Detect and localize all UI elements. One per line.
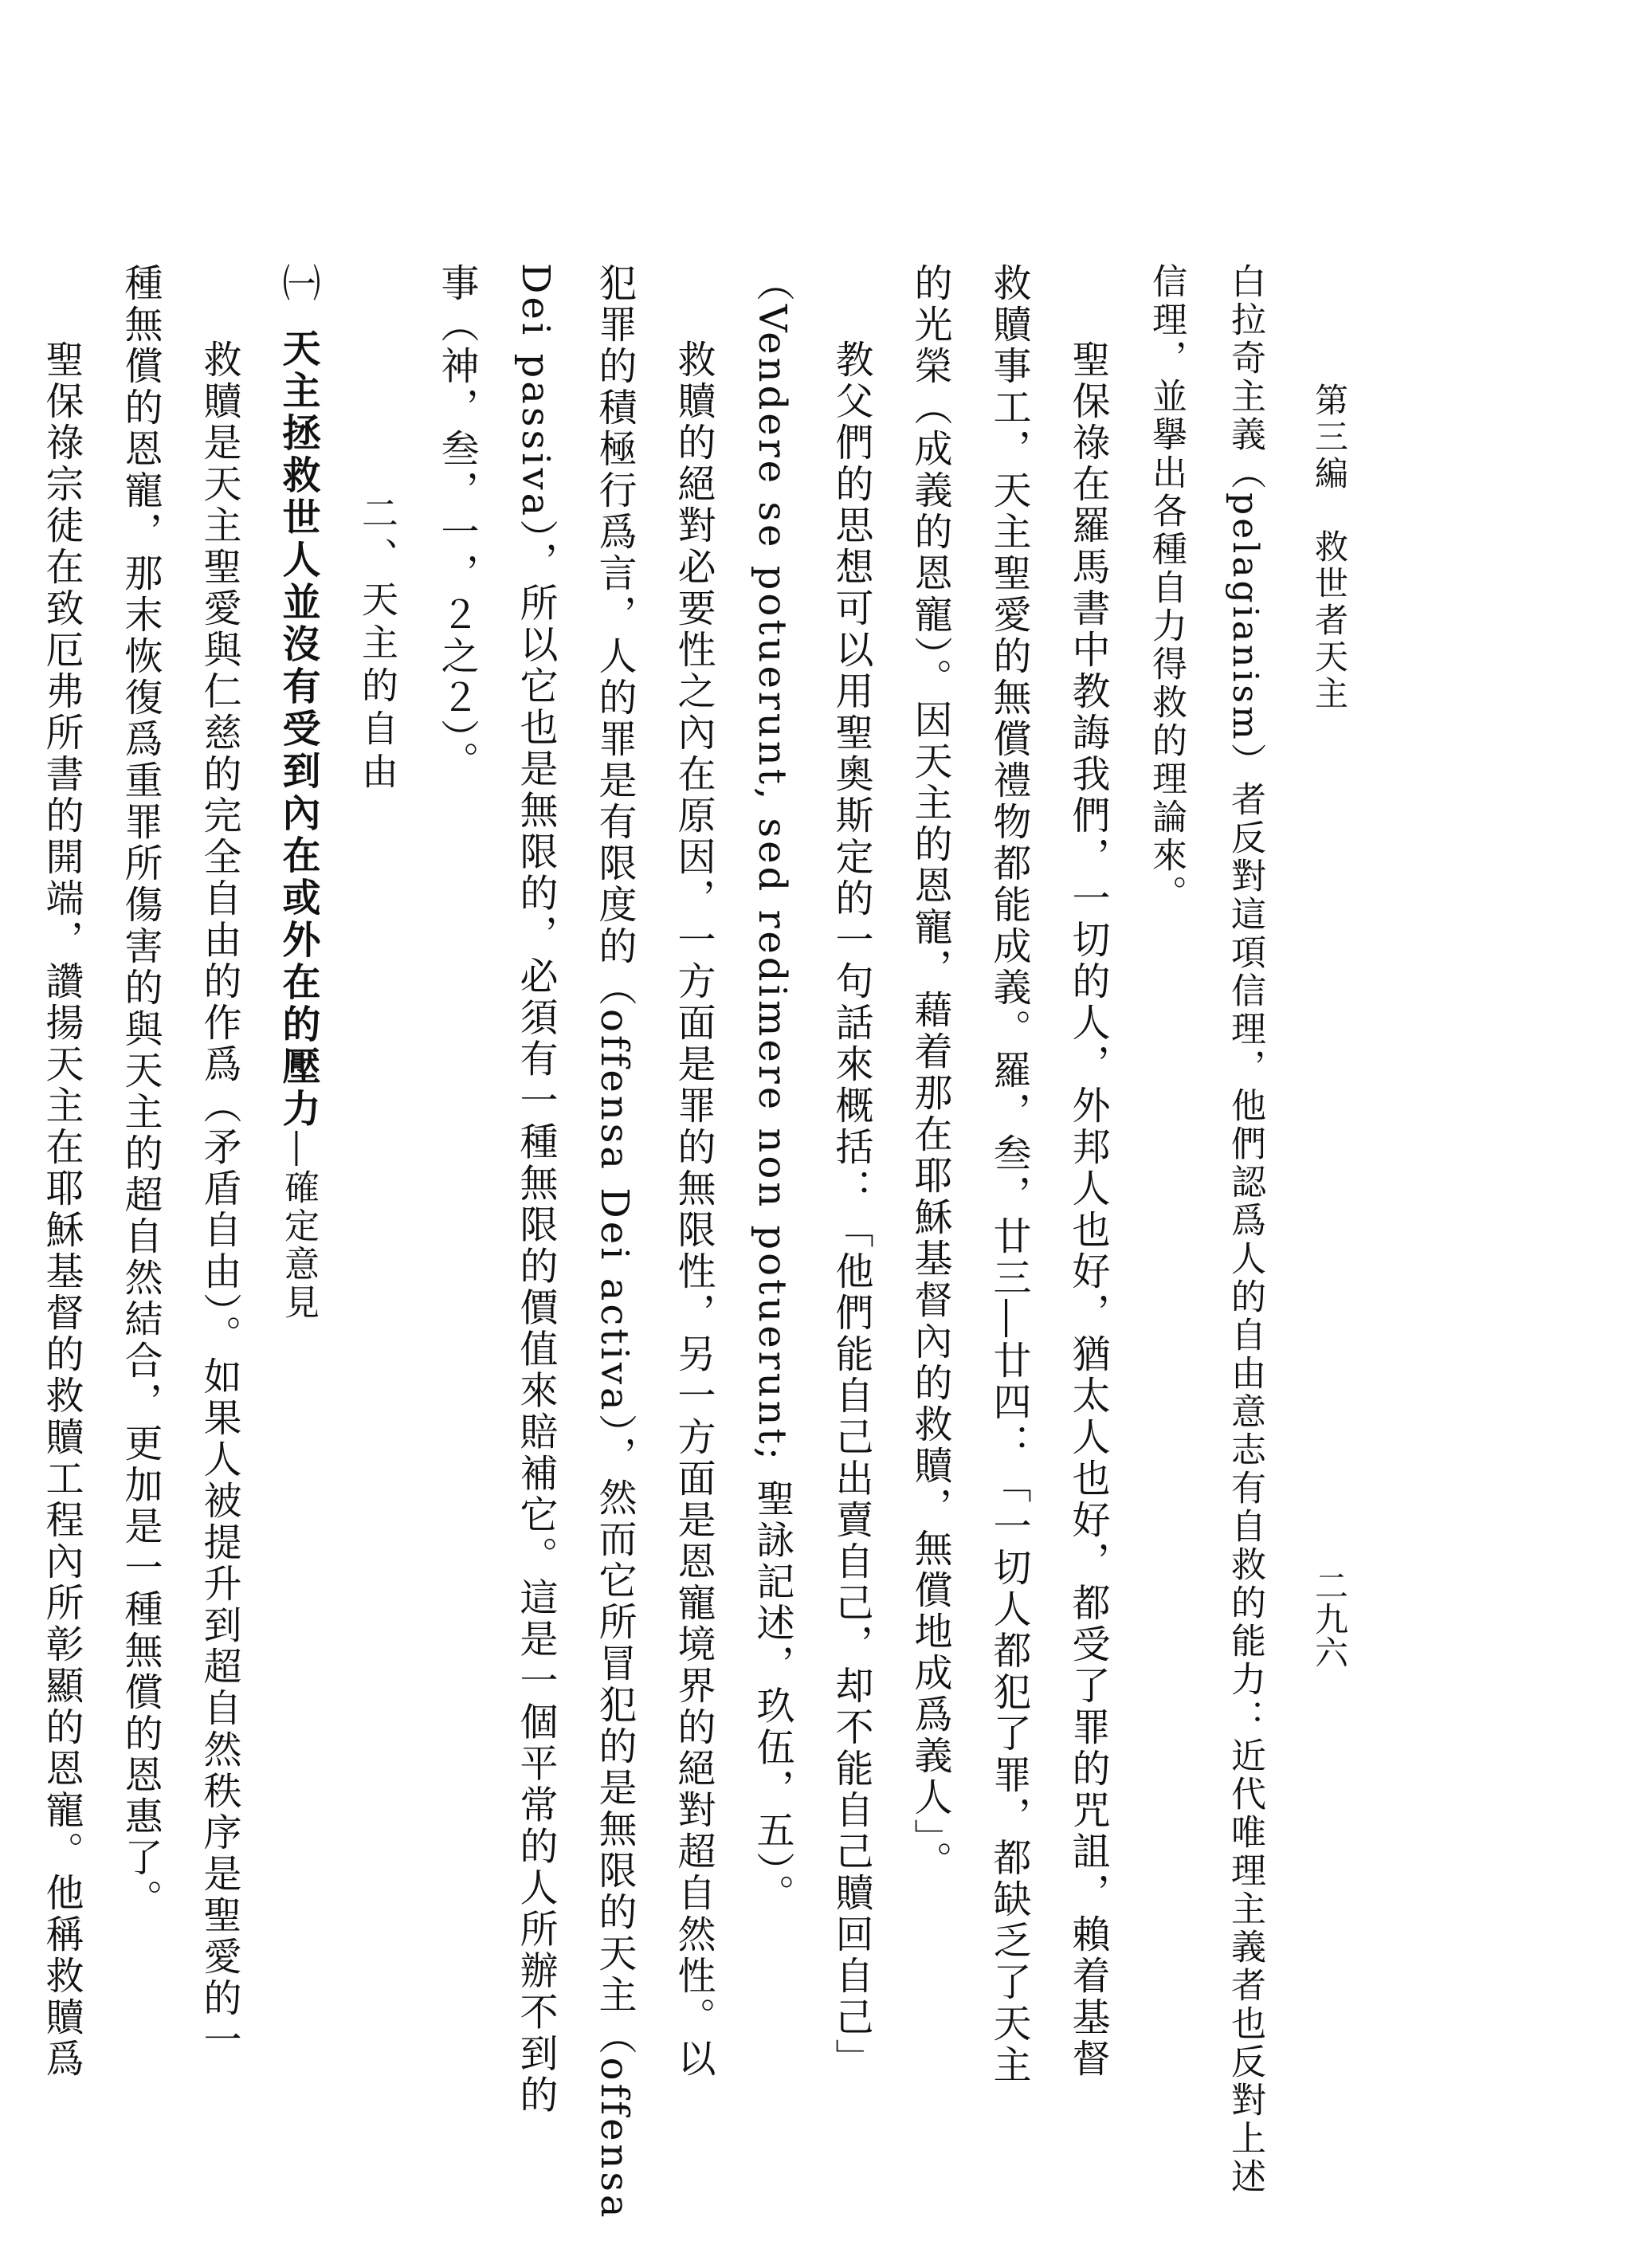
text-line: 聖保祿在羅馬書中教誨我們，一切的人，外邦人也好，猶太人也好，都受了罪的咒詛，賴着基督	[1065, 339, 1110, 2080]
text-line: 犯罪的積極行爲言，人的罪是有限度的（offensa Dei activa），然而它所冒犯的是無限的天主（offensa	[592, 263, 637, 2221]
subheading	[258, 263, 338, 2191]
section-heading: 二、天主的自由	[356, 494, 399, 795]
subheading-title: 天主拯救世人並沒有受到內在或外在的壓力	[276, 328, 320, 1131]
text-line: （Vendere se potuerunt, sed redimere non potuerunt; 聖詠記述，玖伍，五）。	[750, 263, 794, 1916]
text-line: 救贖事工，天主聖愛的無償禮物都能成義。羅，叁，廿三―廿四：「一切人都犯了罪，都缺乏了天主	[987, 263, 1031, 2086]
running-header: 第三編 救世者天主	[1310, 383, 1349, 712]
text-line: Dei passiva），所以它也是無限的，必須有一種無限的價值來賠補它。這是一個平常的人所辦不到的	[513, 263, 558, 2117]
subheading-note: ―確定意見	[278, 1131, 319, 1322]
subheading-marker: ㈠	[276, 263, 320, 304]
text-line: 白拉奇主義（pelagianism）者反對這項信理，他們認爲人的自由意志有自救的能力：近代唯理主義者也反對上述	[1225, 263, 1265, 2196]
text-line: 救贖是天主聖愛與仁慈的完全自由的作爲（矛盾自由）。如果人被提升到超自然秩序是聖愛的一	[197, 339, 241, 2061]
text-line: 聖保祿宗徒在致厄弗所書的開端，讚揚天主在耶穌基督的救贖工程內所彰顯的恩寵。他稱救贖爲	[39, 339, 84, 2080]
text-line: 種無償的恩寵，那末恢復爲重罪所傷害的與天主的超自然結合，更加是一種無償的恩惠了。	[118, 263, 163, 1921]
page-number: 二九六	[1310, 1568, 1349, 1669]
text-line: 事（神，叁，一，２之２）。	[434, 263, 479, 783]
text-line: 的光榮（成義的恩寵）。因天主的恩寵，藉着那在耶穌基督內的救贖，無償地成爲義人」。	[908, 263, 952, 1882]
body-text	[39, 263, 1285, 2221]
text-line: 教父們的思想可以用聖奧斯定的一句話來概括：「他們能自己出賣自己，却不能自己贖回自己」	[829, 339, 873, 2080]
text-line: 信理，並擧出各種自力得救的理論來。	[1146, 263, 1187, 913]
text-line: 救贖的絕對必要性之內在原因，一方面是罪的無限性，另一方面是恩寵境界的絕對超自然性。以	[671, 339, 716, 2080]
